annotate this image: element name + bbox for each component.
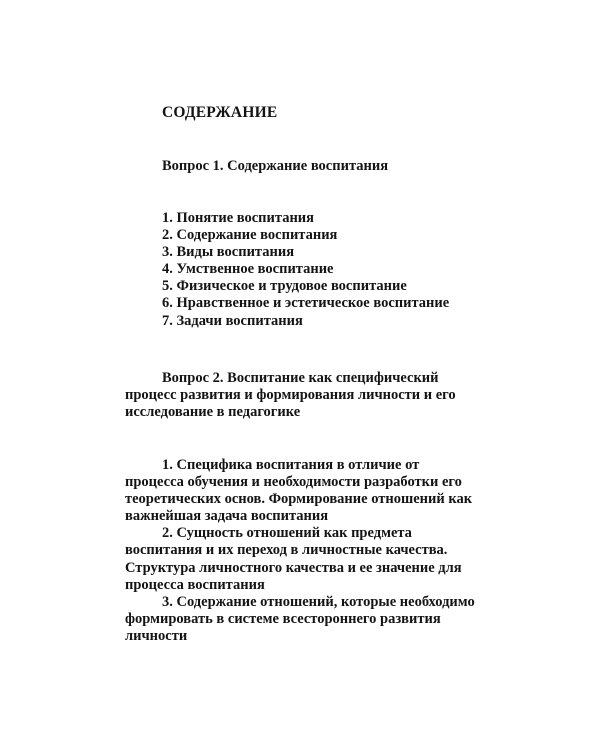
- subitem-3: [125, 594, 485, 645]
- list-item: 1. Понятие воспитания: [162, 210, 314, 226]
- subitem-2: [125, 525, 485, 593]
- question-1-contents-list: [162, 210, 449, 330]
- list-item: 6. Нравственное и эстетическое воспитание: [162, 295, 450, 312]
- heading-line: Вопрос 2. Воспитание как специфический: [162, 370, 439, 386]
- subitem-line: теоретических основ. Формирование отношений как: [125, 491, 473, 508]
- subitem-line: 1. Специфика воспитания в отличие от: [162, 457, 420, 473]
- subitem-line: важнейшая задача воспитания: [125, 508, 329, 525]
- subitem-line: личности: [125, 627, 188, 644]
- list-item: 7. Задачи воспитания: [162, 312, 303, 329]
- heading-line: исследование в педагогике: [125, 404, 301, 421]
- subitem-line: воспитания и их переход в личностные качества.: [125, 542, 448, 559]
- subitem-1: [125, 457, 485, 525]
- subitem-line: процесса обучения и необходимости разработки его: [125, 474, 462, 491]
- list-item: 4. Умственное воспитание: [162, 261, 334, 278]
- subitem-line: 3. Содержание отношений, которые необходимо: [162, 593, 475, 610]
- question-2-subitems: [125, 457, 485, 645]
- list-item: 5. Физическое и трудовое воспитание: [162, 278, 407, 295]
- subitem-line: Структура личностного качества и ее значение для: [125, 559, 462, 576]
- list-item: 2. Содержание воспитания: [162, 227, 338, 244]
- subitem-line: формировать в системе всестороннего развития: [125, 610, 441, 627]
- question-1-heading: Вопрос 1. Содержание воспитания: [162, 158, 389, 174]
- heading-line: процесс развития и формирования личности и его: [125, 387, 456, 404]
- subitem-line: процесса воспитания: [125, 576, 265, 593]
- subitem-line: 2. Сущность отношений как предмета: [162, 525, 412, 542]
- page-title: СОДЕРЖАНИЕ: [162, 104, 278, 121]
- question-2-heading: [125, 370, 485, 422]
- list-item: 3. Виды воспитания: [162, 244, 295, 261]
